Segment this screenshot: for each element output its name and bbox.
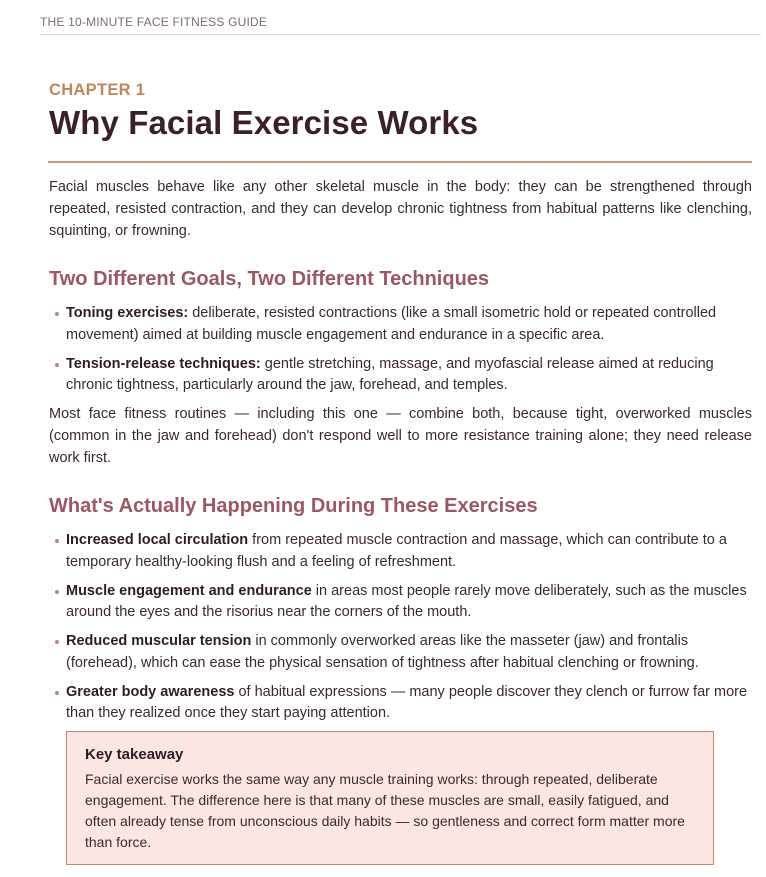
list-item-lead: Muscle engagement and endurance bbox=[66, 582, 312, 599]
list-item-text: in areas most people rarely move deliberately, such as the muscles around the eyes and the risorius near the corners of the mouth. bbox=[66, 582, 747, 620]
routine-paragraph: Most face fitness routines — including this one — combine both, because tight, overworked muscles (common in the jaw and forehead) don't respond well to more resistance training alone; they need release work first. bbox=[49, 406, 752, 466]
list-item-lead: Reduced muscular tension bbox=[66, 633, 252, 649]
list-item bbox=[49, 631, 752, 674]
bullet-dot-icon bbox=[55, 590, 59, 594]
running-header: THE 10-MINUTE FACE FITNESS GUIDE bbox=[40, 15, 761, 35]
chapter-title: Why Facial Exercise Works bbox=[49, 104, 479, 141]
section-heading-goals: Two Different Goals, Two Different Techniques bbox=[49, 268, 490, 290]
list-item-text: from repeated muscle contraction and massage, which can contribute to a temporary healthy-looking flush and a feeling of refreshment. bbox=[66, 532, 727, 570]
goals-list bbox=[49, 303, 752, 404]
list-item-lead: Increased local circulation bbox=[66, 532, 249, 548]
chapter-label: CHAPTER 1 bbox=[49, 81, 146, 99]
title-divider bbox=[48, 161, 752, 163]
list-item bbox=[49, 354, 752, 397]
list-item-text: of habitual expressions — many people discover they clench or furrow far more than they realized once they start paying attention. bbox=[66, 683, 748, 721]
bullet-dot-icon bbox=[55, 312, 59, 316]
list-item bbox=[49, 581, 752, 624]
intro-paragraph: Facial muscles behave like any other skeletal muscle in the body: they can be strengthened through repeated, resisted contraction, and they can develop chronic tightness from habitual patterns like clenching, squinting, or frowning. bbox=[49, 179, 752, 239]
list-item bbox=[49, 682, 752, 725]
list-item-lead: Greater body awareness bbox=[66, 683, 235, 700]
list-item-text: gentle stretching, massage, and myofascial release aimed at reducing chronic tightness, particularly around the jaw, forehead, and temples. bbox=[66, 355, 714, 393]
callout-title: Key takeaway bbox=[85, 746, 184, 763]
list-item bbox=[49, 530, 752, 573]
bullet-dot-icon bbox=[55, 539, 59, 543]
effects-list bbox=[49, 530, 752, 732]
bullet-dot-icon bbox=[55, 363, 59, 367]
callout-body: Facial exercise works the same way any muscle training works: through repeated, deliberate engagement. The difference here is that many of these muscles are small, easily fatigued, and often already tense from unconscious daily habits — so gentleness and correct form matter more than force. bbox=[85, 771, 685, 850]
list-item-lead: Tension-release techniques: bbox=[66, 355, 261, 372]
list-item-text: deliberate, resisted contractions (like a small isometric hold or repeated controlled movement) aimed at building muscle engagement and endurance in a specific area. bbox=[66, 305, 717, 343]
bullet-dot-icon bbox=[55, 640, 59, 644]
list-item-text: in commonly overworked areas like the masseter (jaw) and frontalis (forehead), which can ease the physical sensation of tightness after habitual clenching or frowning. bbox=[66, 633, 699, 671]
key-takeaway-callout bbox=[66, 731, 714, 865]
bullet-dot-icon bbox=[55, 691, 59, 695]
list-item bbox=[49, 303, 752, 346]
list-item-lead: Toning exercises: bbox=[66, 305, 189, 321]
section-heading-happening: What's Actually Happening During These Exercises bbox=[49, 495, 538, 517]
